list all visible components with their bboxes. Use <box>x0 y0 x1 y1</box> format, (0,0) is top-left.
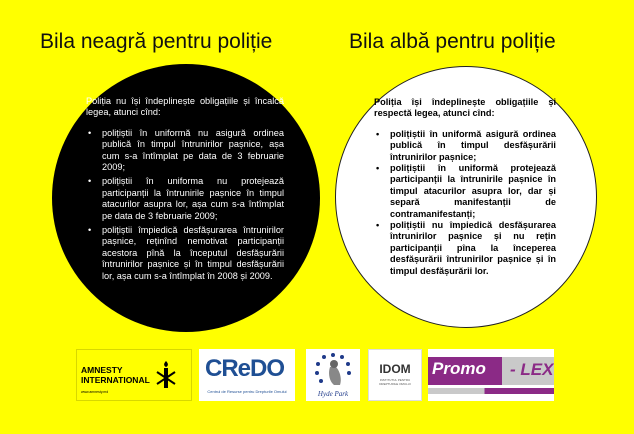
promo-strip <box>428 388 554 394</box>
amnesty-url: www.amnesty.md <box>81 390 109 394</box>
hyde-park-logo <box>306 349 360 401</box>
idom-logo <box>368 349 422 401</box>
idom-logo-subtitle: INSTITUTUL PENTRU DREPTURILE OMULUI <box>379 378 411 386</box>
white-ball-intro: Poliția își îndeplinește obligațiile și respectă legea, atunci cînd: <box>374 97 556 119</box>
black-ball-list <box>86 128 284 282</box>
black-ball-item: • polițiștii în uniforma nu protejează participanții la întrunirile pașnice în timpul atacurilor asupra lor, așa cum s-a întîmplat pe data de 3 februarie 2009; <box>86 176 284 222</box>
hyde-park-label: Hyde Park <box>317 390 349 398</box>
white-ball-item: • polițiștii în uniformă protejează participanții la întrunirile pașnice în timpul atacurilor asupra lor, dar și separă manifestanții de contramanifestanți; <box>374 163 556 220</box>
black-ball-text <box>86 96 284 285</box>
white-ball-item: • polițiștii nu împiedică desfășurarea întrunirilor pașnice și nu rețin participanții pîna la începerea desfășurării întrunirilor pașnice și în timpul desfășurării lor. <box>374 220 556 277</box>
promo-logo-text: Promo <box>432 359 486 378</box>
black-ball-item: • polițiștii împiedică desfășurarea întrunirilor pașnice, reținînd nemotivat participanții acestora pînă la începutul desfășurării întrunirilor pașnice și în timpul desfășurării lor, așa cum s-a întîmplat în 2008 și 2009. <box>86 225 284 282</box>
black-ball-item: • polițiștii în uniformă nu asigură ordinea publică în timpul întrunirilor pașnice, așa cum s-a întîmplat pe data de 3 februarie 2009; <box>86 128 284 174</box>
white-ball-list <box>374 129 556 277</box>
credo-logo <box>199 349 295 401</box>
white-ball-text <box>374 97 556 277</box>
stars-circle-icon <box>306 349 360 391</box>
amnesty-logo-text: AMNESTY INTERNATIONAL <box>81 365 150 385</box>
white-ball-item: • polițiștii în uniformă asigură ordinea publică în timpul desfășurării întrunirilor pașnice; <box>374 129 556 163</box>
white-ball-title: Bila albă pentru poliție <box>349 30 556 53</box>
candle-icon <box>155 360 177 392</box>
credo-logo-subtitle: Centrul de Resurse pentru Drepturile Omului <box>207 389 287 394</box>
idom-logo-text: IDOM <box>379 362 411 376</box>
credo-logo-text: CReDO <box>205 355 285 382</box>
amnesty-logo <box>76 349 192 401</box>
promo-lex-logo <box>428 349 554 401</box>
lex-logo-text: - LEX <box>510 360 554 379</box>
lex-box <box>502 357 554 385</box>
black-ball-intro: Poliția nu își îndeplinește obligațiile și încalcă legea, atunci cînd: <box>86 96 284 118</box>
black-ball-title: Bila neagră pentru poliție <box>40 30 273 53</box>
